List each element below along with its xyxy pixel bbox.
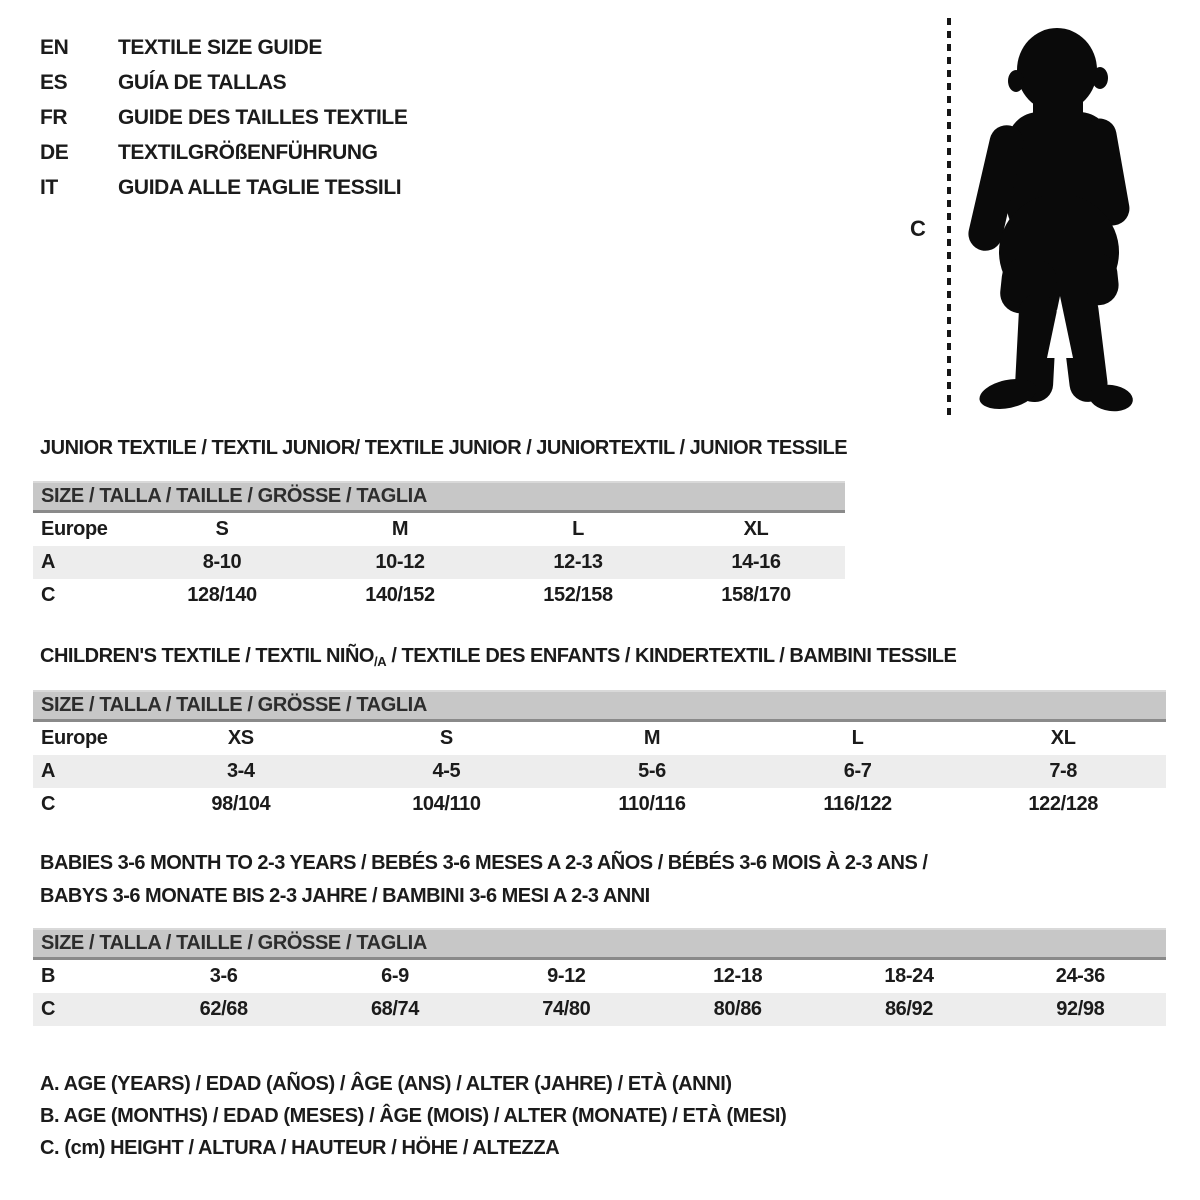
cell: L xyxy=(851,727,864,749)
table-row-height xyxy=(33,788,1166,821)
cell: 5-6 xyxy=(638,760,666,782)
language-title-list xyxy=(40,30,407,205)
babies-section-heading-line2: BABYS 3-6 MONATE BIS 2-3 JAHRE / BAMBINI 3-6 MESI A 2-3 ANNI xyxy=(40,885,650,907)
cell: 7-8 xyxy=(1049,760,1078,782)
table-row-age xyxy=(33,546,845,579)
lang-row-de xyxy=(40,135,407,170)
cell: 14-16 xyxy=(731,551,781,573)
cell: 8-10 xyxy=(202,551,242,573)
cell: S xyxy=(215,518,229,540)
children-size-table xyxy=(33,690,1166,821)
cell: 158/170 xyxy=(721,584,791,606)
babies-size-header: SIZE / TALLA / TAILLE / GRÖSSE / TAGLIA xyxy=(33,928,1166,960)
row-label: A xyxy=(41,760,56,782)
lang-row-es xyxy=(40,65,407,100)
cell: 3-6 xyxy=(209,965,238,987)
legend-line-c: C. (cm) HEIGHT / ALTURA / HAUTEUR / HÖHE / ALTEZZA xyxy=(40,1136,560,1159)
cell: 12-18 xyxy=(713,965,763,987)
height-dashed-line xyxy=(947,18,951,415)
cell: 4-5 xyxy=(432,760,461,782)
legend-line-b: B. AGE (MONTHS) / EDAD (MESES) / ÂGE (MOIS) / ALTER (MONATE) / ETÀ (MESI) xyxy=(40,1104,787,1127)
toddler-silhouette-icon xyxy=(963,24,1135,420)
cell: XL xyxy=(743,518,769,540)
junior-size-table xyxy=(33,481,845,612)
lang-title: TEXTILGRÖßENFÜHRUNG xyxy=(118,140,378,164)
cell: L xyxy=(572,518,584,540)
cell: 9-12 xyxy=(547,965,586,987)
height-marker-label: C xyxy=(910,216,926,241)
lang-code: ES xyxy=(40,70,68,94)
table-row-height xyxy=(33,579,845,612)
row-label: A xyxy=(41,551,56,573)
cell: 110/116 xyxy=(618,793,686,815)
table-row-europe xyxy=(33,722,1166,755)
lang-title: GUIDA ALLE TAGLIE TESSILI xyxy=(118,175,402,199)
lang-code: FR xyxy=(40,105,68,129)
legend-line-a: A. AGE (YEARS) / EDAD (AÑOS) / ÂGE (ANS) / ALTER (JAHRE) / ETÀ (ANNI) xyxy=(40,1072,732,1095)
cell: M xyxy=(391,518,409,540)
cell: 152/158 xyxy=(543,584,613,606)
cell: 6-7 xyxy=(843,760,872,782)
lang-code: EN xyxy=(40,35,69,59)
cell: 18-24 xyxy=(884,965,934,987)
row-label: Europe xyxy=(41,727,108,749)
cell: 140/152 xyxy=(365,584,435,606)
lang-title: GUIDE DES TAILLES TEXTILE xyxy=(118,105,408,129)
cell: XS xyxy=(227,727,254,749)
cell: 104/110 xyxy=(412,793,481,815)
cell: 10-12 xyxy=(375,551,425,573)
cell: 128/140 xyxy=(187,584,257,606)
row-label: C xyxy=(41,793,56,815)
cell: XL xyxy=(1050,727,1076,749)
legend xyxy=(40,1068,786,1164)
lang-row-fr xyxy=(40,100,407,135)
cell: 86/92 xyxy=(884,998,933,1020)
cell: 3-4 xyxy=(226,760,255,782)
cell: 116/122 xyxy=(823,793,892,815)
junior-size-header: SIZE / TALLA / TAILLE / GRÖSSE / TAGLIA xyxy=(33,481,845,513)
children-size-header: SIZE / TALLA / TAILLE / GRÖSSE / TAGLIA xyxy=(33,690,1166,722)
row-label: C xyxy=(41,998,56,1020)
table-row-age xyxy=(33,755,1166,788)
cell: 24-36 xyxy=(1055,965,1105,987)
cell: 68/74 xyxy=(370,998,420,1020)
lang-row-en xyxy=(40,30,407,65)
babies-section-heading-line1: BABIES 3-6 MONTH TO 2-3 YEARS / BEBÉS 3-6 MESES A 2-3 AÑOS / BÉBÉS 3-6 MOIS À 2-3 ANS / xyxy=(40,852,928,874)
lang-title: GUÍA DE TALLAS xyxy=(118,70,287,94)
babies-size-table xyxy=(33,928,1166,1026)
lang-title: TEXTILE SIZE GUIDE xyxy=(118,35,322,59)
cell: 92/98 xyxy=(1056,998,1105,1020)
cell: 122/128 xyxy=(1028,793,1098,815)
table-row-months xyxy=(33,960,1166,993)
row-label: B xyxy=(41,965,56,987)
row-label: C xyxy=(41,584,56,606)
cell: M xyxy=(643,727,661,749)
table-row-height xyxy=(33,993,1166,1026)
table-row-europe xyxy=(33,513,845,546)
children-heading-subscript: /A xyxy=(373,654,387,669)
lang-row-it xyxy=(40,170,407,205)
junior-section-heading: JUNIOR TEXTILE / TEXTIL JUNIOR/ TEXTILE JUNIOR / JUNIORTEXTIL / JUNIOR TESSILE xyxy=(40,437,848,459)
cell: 80/86 xyxy=(713,998,762,1020)
lang-code: DE xyxy=(40,140,69,164)
row-label: Europe xyxy=(41,518,108,540)
cell: 6-9 xyxy=(381,965,409,987)
children-section-heading xyxy=(40,645,956,669)
cell: 62/68 xyxy=(199,998,248,1020)
cell: S xyxy=(439,727,453,749)
children-heading-prefix: CHILDREN'S TEXTILE / TEXTIL NIÑO xyxy=(40,645,374,667)
children-heading-suffix: / TEXTILE DES ENFANTS / KINDERTEXTIL / BAMBINI TESSILE xyxy=(386,645,957,667)
cell: 12-13 xyxy=(553,551,603,573)
cell: 74/80 xyxy=(542,998,591,1020)
cell: 98/104 xyxy=(211,793,271,815)
lang-code: IT xyxy=(40,175,58,199)
